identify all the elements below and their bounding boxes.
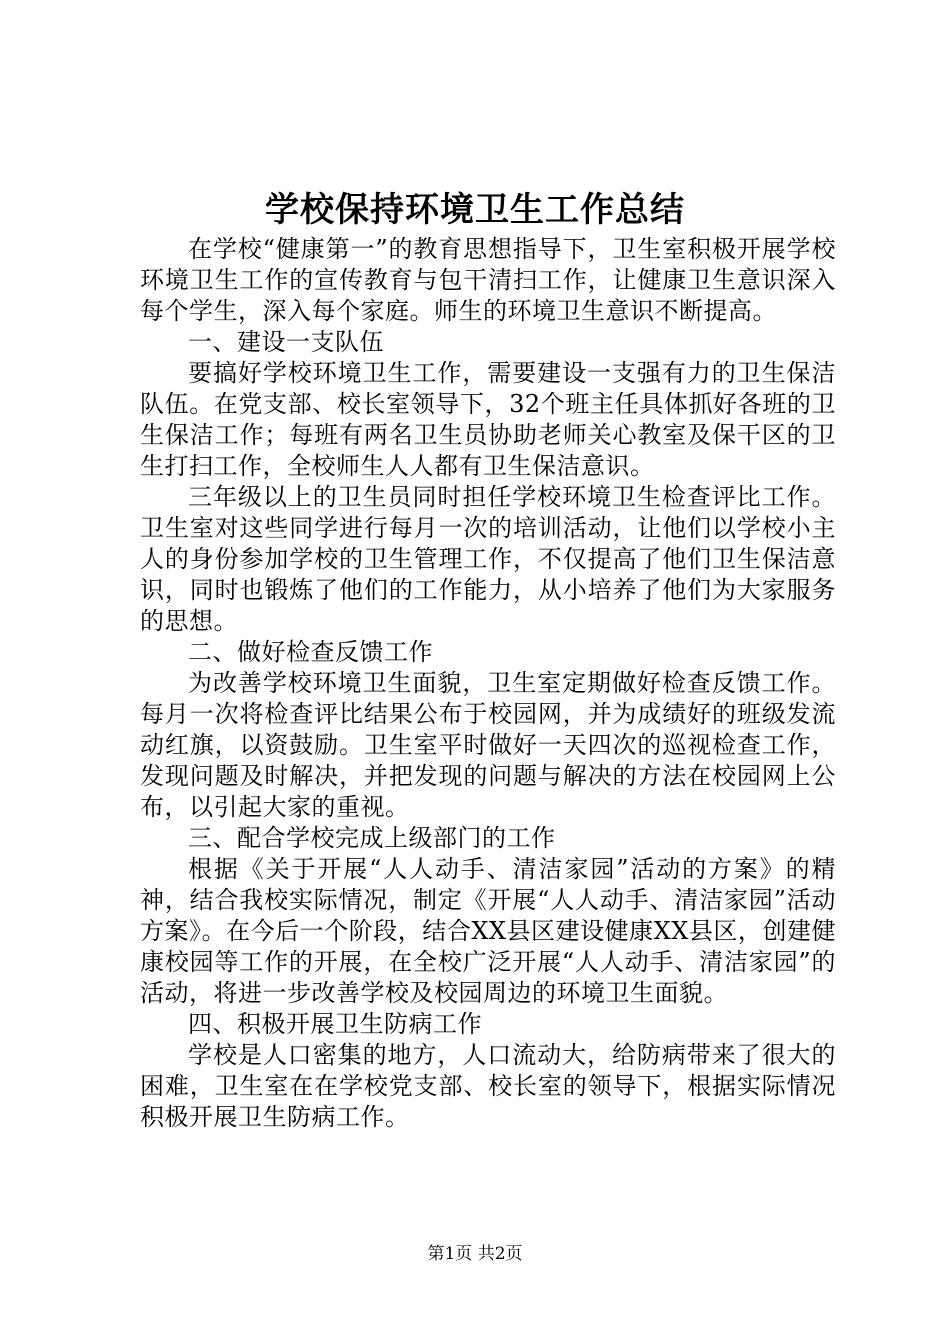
paragraph-team: 要搞好学校环境卫生工作，需要建设一支强有力的卫生保洁队伍。在党支部、校长室领导下，32个班主任具体抓好各班的卫生保洁工作；每班有两名卫生员协助老师关心教室及保干区的卫生打扫工作，全校师生人人都有卫生保洁意识。 [140,359,836,480]
paragraph-prevention: 学校是人口密集的地方，人口流动大，给防病带来了很大的困难，卫生室在在学校党支部、校长室的领导下，根据实际情况积极开展卫生防病工作。 [140,1041,836,1131]
document-body [140,234,836,1133]
paragraph-intro: 在学校“健康第一”的教育思想指导下，卫生室积极开展学校环境卫生工作的宣传教育与包干清扫工作，让健康卫生意识深入每个学生，深入每个家庭。师生的环境卫生意识不断提高。 [140,235,836,325]
section-heading-4: 四、积极开展卫生防病工作 [188,1010,482,1038]
section-heading-3: 三、配合学校完成上级部门的工作 [188,824,556,852]
section-heading-1: 一、建设一支队伍 [188,328,384,356]
document-title: 学校保持环境卫生工作总结 [265,190,685,230]
section-heading-2: 二、做好检查反馈工作 [188,638,433,666]
paragraph-feedback: 为改善学校环境卫生面貌，卫生室定期做好检查反馈工作。每月一次将检查评比结果公布于校园网，并为成绩好的班级发流动红旗，以资鼓励。卫生室平时做好一天四次的巡视检查工作，发现问题及时解决，并把发现的问题与解决的方法在校园网上公布，以引起大家的重视。 [140,669,836,821]
paragraph-inspectors: 三年级以上的卫生员同时担任学校环境卫生检查评比工作。卫生室对这些同学进行每月一次的培训活动，让他们以学校小主人的身份参加学校的卫生管理工作，不仅提高了他们卫生保洁意识，同时也锻炼了他们的工作能力，从小培养了他们为大家服务的思想。 [140,483,836,635]
paragraph-campaign: 根据《关于开展“人人动手、清洁家园”活动的方案》的精神，结合我校实际情况，制定《开展“人人动手、清洁家园”活动方案》。在今后一个阶段，结合XX县区建设健康XX县区，创建健康校园等工作的开展，在全校广泛开展“人人动手、清洁家园”的活动，将进一步改善学校及校园周边的环境卫生面貌。 [140,855,836,1007]
page-number-footer: 第1页 共2页 [427,1244,523,1264]
